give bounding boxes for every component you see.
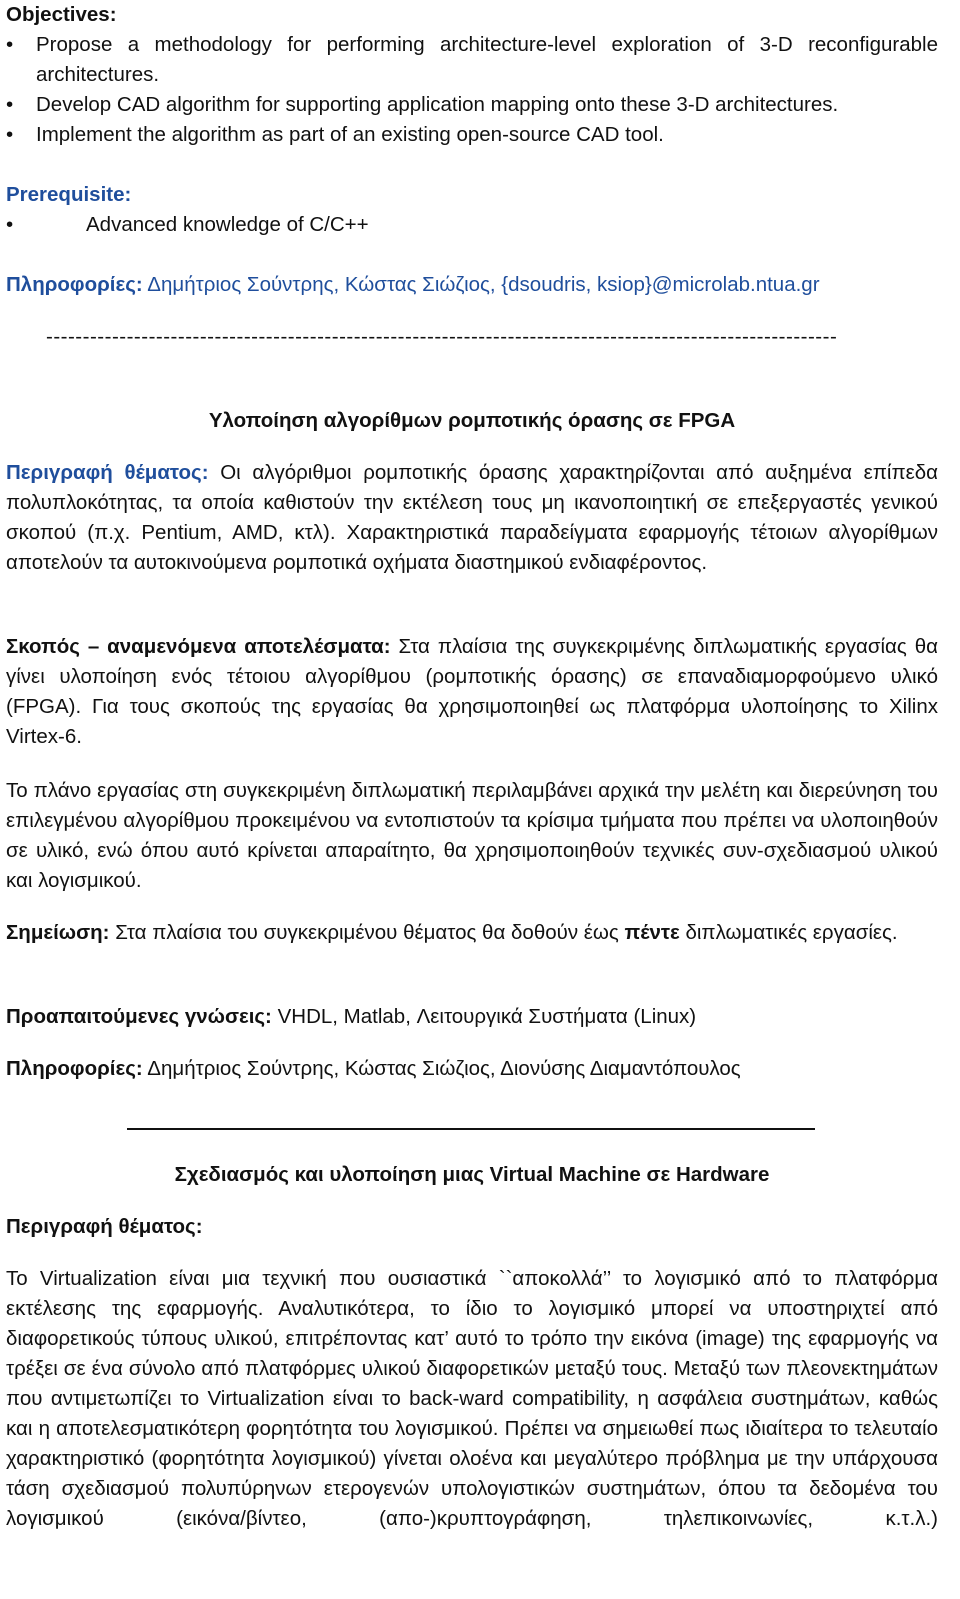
project-title-fpga: Υλοποίηση αλγορίθμων ρομποτικής όρασης σε FPGA	[208, 409, 736, 432]
section-separator: ------------------------------------------------------------------------------------------------------------	[46, 325, 838, 348]
project-description-fpga	[6, 458, 938, 578]
goals-label: Σκοπός – αναμενόμενα αποτελέσματα:	[6, 635, 391, 658]
prerequisite-list	[6, 210, 938, 240]
project-info-fpga	[6, 1054, 938, 1084]
info-label: Πληροφορίες:	[6, 273, 143, 296]
description-label: Περιγραφή θέματος:	[6, 1215, 203, 1238]
list-item: • Advanced knowledge of C/C++	[6, 210, 938, 240]
info-contacts: Δημήτριος Σούντρης, Κώστας Σιώζιος, {dsoudris, ksiop}@microlab.ntua.gr	[147, 273, 820, 296]
note-text-post: διπλωματικές εργασίες.	[685, 921, 898, 944]
requirements-label: Προαπαιτούμενες γνώσεις:	[6, 1005, 272, 1028]
project-goals-fpga	[6, 632, 938, 752]
project-requirements-fpga	[6, 1002, 938, 1032]
list-item: • Propose a methodology for performing architecture-level exploration of 3-D reconfigurable architectures.	[6, 30, 938, 90]
info-line-1	[6, 270, 938, 300]
project-description-vm: Το Virtualization είναι μια τεχνική που ουσιαστικά ``αποκολλά’’ το λογισμικό από το πλατφόρμα εκτέλεσης της εφαρμογής. Αναλυτικότερα, το ίδιο το λογισμικό μπορεί να υποστηριχτεί από διαφορετικούς τύπους υλικού, επιτρέποντας κατ’ αυτό το τρόπο την εικόνα (image) της εφαρμογής να τρέξει σε ένα σύνολο από πλατφόρμες υλικού διαφορετικών μεταξύ τους. Μεταξύ των πλεονεκτημάτων που αντιμετωπίζει το Virtualization είναι το back-ward compatibility, η ασφάλεια συστημάτων, καθώς και η αποτελεσματικότερη φορητότητα του λογισμικού. Πρέπει να σημειωθεί πως ιδιαίτερα το τελευταίο χαρακτηριστικό (φορητότητα λογισμικού) γίνεται ολοένα και μεγαλύτερο πρόβλημα με την υπάρχουσα τάση σχεδιασμού πολυπύρηνων ετερογενών υπολογιστικών συστημάτων, όπου τα δεδομένα του λογισμικού (εικόνα/βίντεο, (απο-)κρυπτογράφηση, τηλεπικοινωνίες, κ.τ.λ.)	[6, 1267, 938, 1530]
list-item: • Implement the algorithm as part of an existing open-source CAD tool.	[6, 120, 938, 150]
objectives-section	[6, 0, 938, 150]
description-label: Περιγραφή θέματος:	[6, 461, 209, 484]
project-title-vm: Σχεδιασμός και υλοποίηση μιας Virtual Machine σε Hardware	[174, 1163, 770, 1186]
info-label: Πληροφορίες:	[6, 1057, 143, 1080]
description-text: Οι αλγόριθμοι ρομποτικής όρασης χαρακτηρίζονται από αυξημένα επίπεδα πολυπλοκότητας, τα οποία καθιστούν την εκτέλεση τους μη ικανοποιητική σε επεξεργαστές γενικού σκοπού (π.χ. Pentium, AMD, κτλ). Χαρακτηριστικά παραδείγματα εφαρμογής τέτοιων αλγορίθμων αποτελούν τα αυτοκινούμενα ρομποτικά οχήματα διαστημικού ενδιαφέροντος.	[6, 461, 939, 574]
goals-text: Στα πλαίσια της συγκεκριμένης διπλωματικής εργασίας θα γίνει υλοποίηση ενός τέτοιου αλγορίθμου (ρομποτικής όρασης) σε επαναδιαμορφούμενο υλικό (FPGA). Για τους σκοπούς της εργασίας θα χρησιμοποιηθεί ως πλατφόρμα υλοποίησης το Xilinx Virtex-6.	[6, 635, 938, 748]
note-text-pre: Στα πλαίσια του συγκεκριμένου θέματος θα δοθούν έως	[115, 921, 619, 944]
section-rule	[127, 1128, 815, 1130]
project-note-fpga	[6, 918, 938, 948]
prerequisite-section	[6, 180, 938, 240]
requirements-text: VHDL, Matlab, Λειτουργικά Συστήματα (Linux)	[277, 1005, 697, 1028]
project-plan-fpga: Το πλάνο εργασίας στη συγκεκριμένη διπλωματική περιλαμβάνει αρχικά την μελέτη και διερεύνηση του επιλεγμένου αλγορίθμου προκειμένου να εντοπιστούν τα κρίσιμα τμήματα που πρέπει να υλοποιηθούν σε υλικό, ενώ όπου αυτό κρίνεται απαραίτητο, θα χρησιμοποιηθούν τεχνικές συν-σχεδιασμού υλικού και λογισμικού.	[6, 779, 938, 892]
prerequisite-heading: Prerequisite:	[6, 183, 132, 206]
objectives-list	[6, 30, 938, 150]
note-label: Σημείωση:	[6, 921, 110, 944]
objectives-heading: Objectives:	[6, 3, 117, 26]
list-item: • Develop CAD algorithm for supporting application mapping onto these 3-D architectures.	[6, 90, 938, 120]
note-text-bold: πέντε	[624, 921, 680, 944]
info-text: Δημήτριος Σούντρης, Κώστας Σιώζιος, Διονύσης Διαμαντόπουλος	[147, 1057, 741, 1080]
